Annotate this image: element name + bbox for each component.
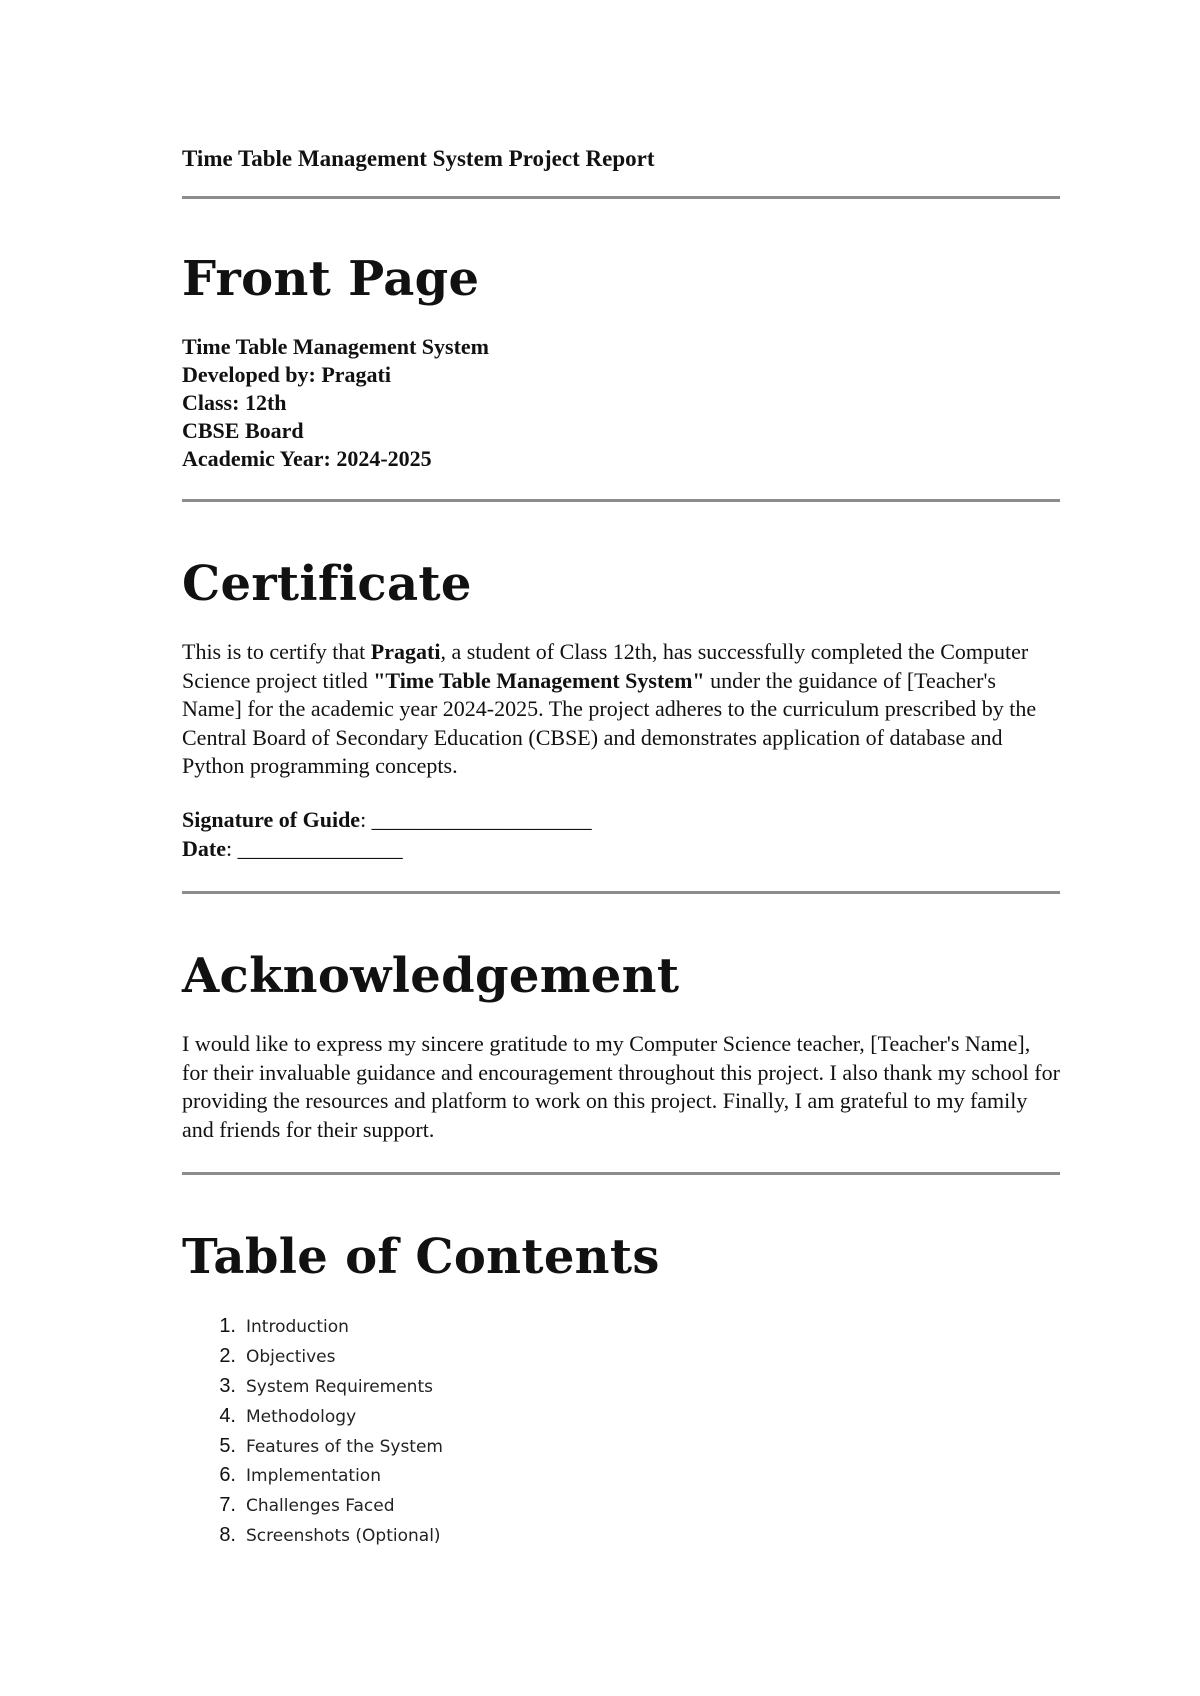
signature-label: Signature of Guide (182, 806, 361, 832)
toc-list (182, 1315, 1060, 1553)
toc-item (182, 1494, 1060, 1524)
toc-item-label: Features of the System (246, 1436, 443, 1457)
toc-item-number: 7. (219, 1494, 236, 1517)
toc-item (182, 1345, 1060, 1375)
class-line: Class: 12th (182, 390, 287, 415)
section-divider (182, 1172, 1060, 1175)
acknowledgement-heading: Acknowledgement (182, 947, 680, 1004)
toc-item-label: Methodology (246, 1406, 357, 1427)
document-title: Time Table Management System Project Report (182, 146, 655, 171)
signature-blank: : ____________________ (360, 806, 592, 832)
board-line: CBSE Board (182, 418, 304, 443)
toc-item-number: 5. (219, 1434, 236, 1457)
signature-block (182, 805, 1060, 863)
document-content (182, 132, 1060, 1554)
toc-item-label: System Requirements (246, 1376, 433, 1397)
toc-item (182, 1524, 1060, 1554)
toc-heading: Table of Contents (182, 1229, 660, 1286)
toc-item (182, 1435, 1060, 1465)
toc-item-label: Introduction (246, 1317, 349, 1338)
toc-item-number: 6. (219, 1464, 236, 1487)
certificate-text: , a student of Class 12th, has successfully completed the Computer Science project titled (182, 639, 1029, 693)
acknowledgement-paragraph: I would like to express my sincere gratitude to my Computer Science teacher, [Teacher's Name], for their invaluable guidance and encouragement throughout this project. I also thank my school for providing the resources and platform to work on this project. Finally, I am grateful to my family and friends for their support. (182, 1030, 1060, 1142)
front-page-details (182, 333, 1060, 473)
toc-item-number: 3. (219, 1374, 236, 1397)
date-blank: : _______________ (225, 835, 403, 861)
toc-item-label: Objectives (246, 1347, 336, 1368)
toc-item-label: Screenshots (Optional) (246, 1525, 441, 1546)
toc-item-number: 2. (219, 1345, 236, 1368)
certificate-text: This is to certify that (182, 639, 371, 664)
academic-year-line: Academic Year: 2024-2025 (182, 446, 432, 471)
developer-line: Developed by: Pragati (182, 362, 391, 387)
toc-item-label: Implementation (246, 1466, 381, 1487)
toc-item (182, 1464, 1060, 1494)
date-line (182, 834, 1060, 863)
student-name: Pragati (370, 639, 441, 664)
certificate-text: under the guidance of [Teacher's Name] for the academic year 2024-2025. The project adheres to the curriculum prescribed by the Central Board of Secondary Education (CBSE) and demonstrates application of database and Python programming concepts. (182, 667, 1037, 779)
certificate-heading: Certificate (182, 556, 472, 612)
toc-item (182, 1315, 1060, 1345)
date-label: Date (182, 835, 226, 861)
certificate-paragraph (182, 638, 1060, 781)
section-divider (182, 891, 1060, 894)
toc-item-label: Challenges Faced (246, 1496, 395, 1517)
toc-item-number: 1. (219, 1315, 236, 1338)
toc-item-number: 4. (219, 1404, 236, 1427)
project-title: "Time Table Management System" (373, 667, 705, 693)
signature-line (182, 805, 1060, 834)
section-divider (182, 196, 1060, 199)
project-name-line: Time Table Management System (182, 334, 489, 359)
toc-item (182, 1405, 1060, 1435)
section-divider (182, 499, 1060, 502)
front-page-heading: Front Page (182, 251, 480, 307)
toc-item (182, 1375, 1060, 1405)
toc-item-number: 8. (219, 1523, 236, 1546)
